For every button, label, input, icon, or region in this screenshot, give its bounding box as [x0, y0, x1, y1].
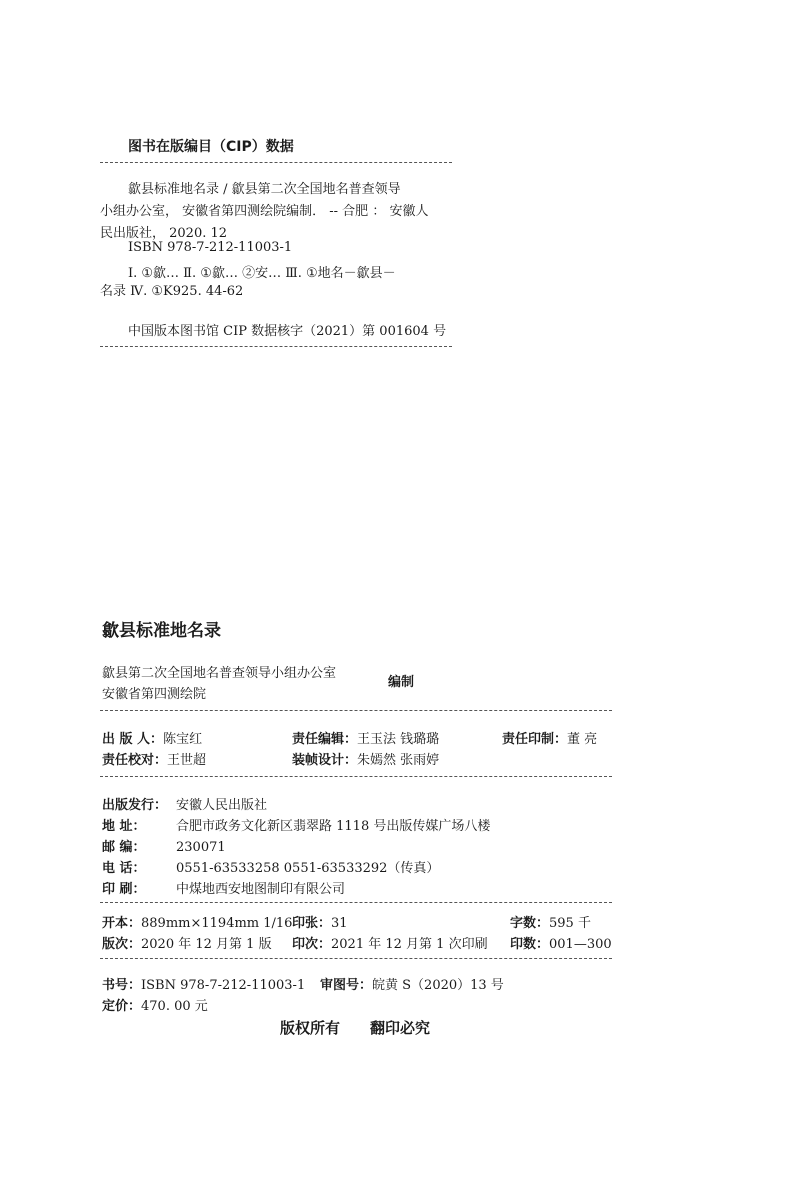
- printing-row: [292, 933, 488, 952]
- copies-value: 001—300: [549, 937, 612, 952]
- words-value: 595 千: [549, 916, 591, 931]
- issue-label: 出版发行：: [102, 798, 168, 813]
- map-review-value: 皖黄 S（2020）13 号: [372, 978, 504, 993]
- cip-line-4: Ⅰ. ①歙… Ⅱ. ①歙… ②安… Ⅲ. ①地名－歙县－: [128, 266, 396, 281]
- issue-row: [102, 794, 267, 813]
- words-row: [510, 912, 591, 931]
- compile-label: 编制: [388, 675, 415, 690]
- printing-value: 2021 年 12 月第 1 次印刷: [331, 937, 488, 952]
- binding-design-value: 朱嫣然 张雨婷: [357, 753, 440, 768]
- phone-label: 电 话：: [102, 861, 146, 876]
- cip-line-3: 民出版社， 2020. 12: [100, 226, 228, 241]
- cip-line-2: 小组办公室， 安徽省第四测绘院编制． -- 合肥 ： 安徽人: [100, 204, 429, 219]
- issue-value: 安徽人民出版社: [176, 798, 268, 813]
- publisher-person: [102, 728, 202, 747]
- zip-row: [102, 836, 226, 855]
- book-number-value: ISBN 978-7-212-11003-1: [141, 978, 306, 993]
- cip-top-divider: [100, 162, 452, 163]
- responsible-print-value: 董 亮: [567, 732, 598, 747]
- copies-row: [510, 933, 612, 952]
- divider-3: [100, 902, 612, 903]
- cip-line-1: 歙县标准地名录 / 歙县第二次全国地名普查领导: [128, 182, 401, 197]
- divider-4: [100, 958, 612, 959]
- zip-label: 邮 编：: [102, 840, 146, 855]
- address-value: 合肥市政务文化新区翡翠路 1118 号出版传媒广场八楼: [176, 819, 491, 834]
- address-row: [102, 815, 490, 834]
- cip-line-5: 名录 Ⅳ. ①K925. 44-62: [100, 284, 244, 299]
- publisher-person-value: 陈宝红: [163, 732, 203, 747]
- cip-heading: 图书在版编目（CIP）数据: [128, 139, 294, 155]
- book-title: 歙县标准地名录: [102, 621, 221, 641]
- copyright-left: 版权所有: [280, 1019, 341, 1037]
- responsible-proof-value: 王世超: [167, 753, 207, 768]
- binding-design: [292, 749, 439, 768]
- cip-core-note: 中国版本图书馆 CIP 数据核字（2021）第 001604 号: [128, 324, 447, 339]
- responsible-editor-value: 王玉法 钱璐璐: [357, 732, 440, 747]
- cip-line-isbn: ISBN 978-7-212-11003-1: [128, 240, 293, 255]
- printing-label: 印次：: [292, 937, 332, 952]
- phone-value: 0551-63533258 0551-63533292（传真）: [176, 861, 440, 876]
- edition-label: 版次：: [102, 937, 142, 952]
- format-value: 889mm×1194mm 1/16: [141, 916, 293, 931]
- divider-2: [100, 776, 612, 777]
- price-row: [102, 995, 208, 1014]
- words-label: 字数：: [510, 916, 550, 931]
- compiler-2: 安徽省第四测绘院: [102, 687, 207, 702]
- edition-row: [102, 933, 272, 952]
- phone-row: [102, 857, 439, 876]
- address-label: 地 址：: [102, 819, 146, 834]
- binding-design-label: 装帧设计：: [292, 753, 358, 768]
- responsible-editor-label: 责任编辑：: [292, 732, 358, 747]
- format-row: [102, 912, 292, 931]
- cip-bottom-divider: [100, 346, 452, 347]
- edition-value: 2020 年 12 月第 1 版: [141, 937, 272, 952]
- publisher-person-label: 出 版 人：: [102, 732, 164, 747]
- copies-label: 印数：: [510, 937, 550, 952]
- map-review-label: 审图号：: [320, 978, 373, 993]
- printer-label: 印 刷：: [102, 882, 146, 897]
- responsible-print: [502, 728, 597, 747]
- book-number-label: 书号：: [102, 978, 142, 993]
- zip-value: 230071: [176, 840, 226, 855]
- copyright-right: 翻印必究: [370, 1019, 431, 1037]
- responsible-proof-label: 责任校对：: [102, 753, 168, 768]
- sheets-label: 印张：: [292, 916, 332, 931]
- compiler-1: 歙县第二次全国地名普查领导小组办公室: [102, 666, 337, 681]
- divider-1: [100, 710, 612, 711]
- map-review-row: [320, 974, 504, 993]
- sheets-value: 31: [331, 916, 348, 931]
- responsible-print-label: 责任印制：: [502, 732, 568, 747]
- price-label: 定价：: [102, 999, 142, 1014]
- printer-row: [102, 878, 345, 897]
- format-label: 开本：: [102, 916, 142, 931]
- printer-value: 中煤地西安地图制印有限公司: [176, 882, 346, 897]
- book-number-row: [102, 974, 305, 993]
- responsible-proof: [102, 749, 206, 768]
- price-value: 470. 00 元: [141, 999, 208, 1014]
- responsible-editor: [292, 728, 439, 747]
- sheets-row: [292, 912, 348, 931]
